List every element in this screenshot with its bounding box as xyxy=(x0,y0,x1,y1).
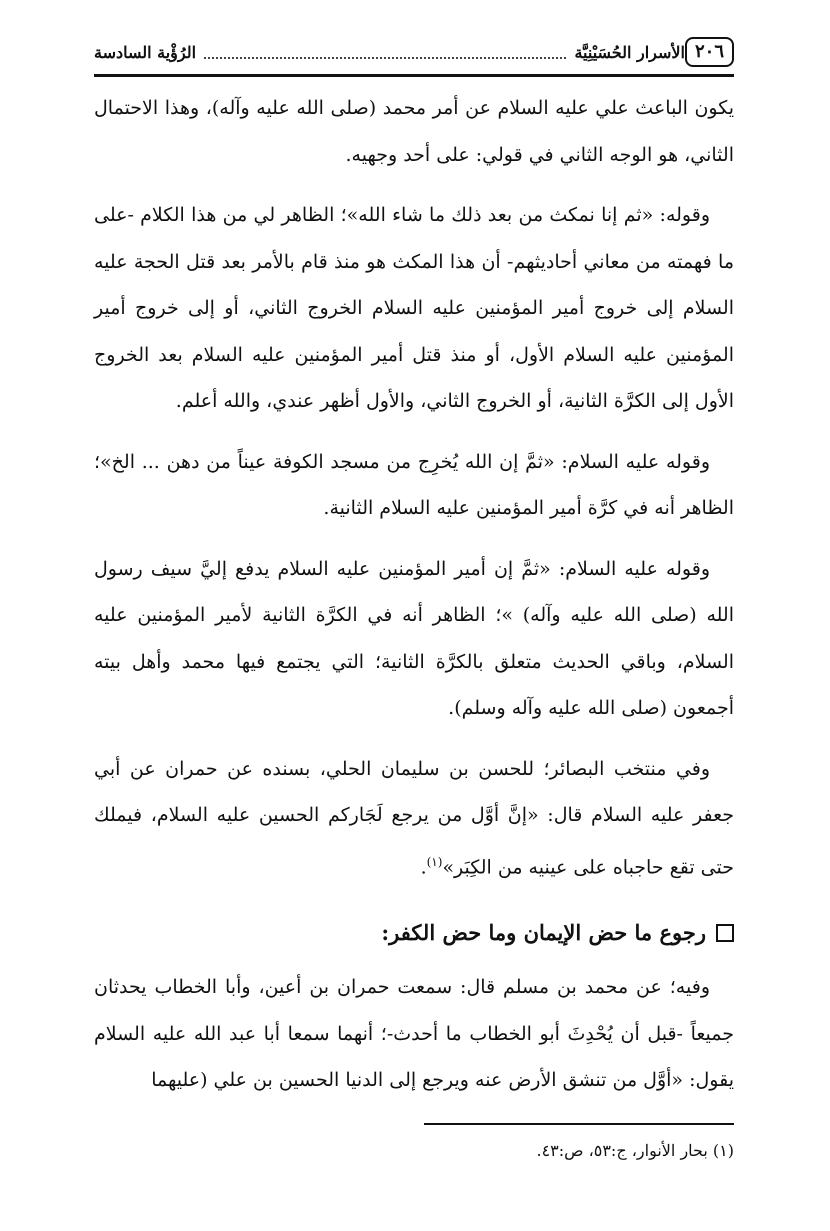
paragraph: وفيه؛ عن محمد بن مسلم قال: سمعت حمران بن أعين، وأبا الخطاب يحدثان جميعاً -قبل أن يُحْدِثَ أبو الخطاب ما أحدث-؛ أنهما سمعا أبا عبد الله عليه السلام يقول: «أوَّل من تنشق الأرض عنه ويرجع إلى الدنيا الحسين بن علي (عليهما xyxy=(94,976,734,1092)
square-bullet-icon xyxy=(716,924,734,942)
footnote: (١) بحار الأنوار، ج:٥٣، ص:٤٣. xyxy=(536,1141,734,1160)
paragraph: وفي منتخب البصائر؛ للحسن بن سليمان الحلي، بسنده عن حمران عن أبي جعفر عليه السلام قال: «إنَّ أوَّل من يرجع لَجَاركم الحسين عليه السلام، فيملك حتى تقع حاجباه على عينيه من الكِبَر»$^{(١)}$. xyxy=(94,757,734,878)
paragraph: وقوله: «ثم إنا نمكث من بعد ذلك ما شاء الله»؛ الظاهر لي من هذا الكلام -على ما فهمته من معاني أحاديثهم- أن هذا المكث هو منذ قام بالأمر بعد قتل الحجة عليه السلام إلى خروج أمير المؤمنين عليه السلام الخروج الثاني، أو إلى خروج أمير المؤمنين عليه السلام الأول، أو منذ قتل أمير المؤمنين عليه السلام بعد الخروج الأول إلى الكرَّة الثانية، أو الخروج الثاني، والأول أظهر عندي، والله أعلم. xyxy=(94,204,734,412)
book-title: الأسرار الحُسَيْنِيَّة xyxy=(574,42,685,62)
paragraph-text: وفي منتخب البصائر؛ للحسن بن سليمان الحلي، بسنده عن حمران عن أبي جعفر عليه السلام قال: «إنَّ أوَّل من يرجع لَجَاركم الحسين عليه السلام، فيملك حتى تقع حاجباه على عينيه من الكِبَر» xyxy=(94,757,734,878)
paragraph: وقوله عليه السلام: «ثمَّ إن أمير المؤمنين عليه السلام يدفع إليَّ سيف رسول الله (صلى الله عليه وآله) »؛ الظاهر أنه في الكرَّة الثانية لأمير المؤمنين عليه السلام، وباقي الحديث متعلق بالكرَّة الثانية؛ التي يجتمع فيها محمد وأهل بيته أجمعون (صلى الله عليه وآله وسلم). xyxy=(94,557,734,719)
page-number: ٢٠٦ xyxy=(685,37,734,67)
page-body xyxy=(94,85,734,1104)
page-header xyxy=(94,30,734,77)
header-dots xyxy=(204,57,566,59)
section-heading xyxy=(94,910,734,956)
paragraph: يكون الباعث علي عليه السلام عن أمر محمد (صلى الله عليه وآله)، وهذا الاحتمال الثاني، هو الوجه الثاني في قولي: على أحد وجهيه. xyxy=(94,97,734,166)
section-title: الرُؤْية السادسة xyxy=(94,42,197,62)
footnote-divider xyxy=(424,1123,734,1125)
footnote-ref: (١) xyxy=(426,854,443,869)
document-page xyxy=(94,30,734,1231)
heading-text: رجوع ما حض الإيمان وما حض الكفر: xyxy=(381,920,706,946)
paragraph: وقوله عليه السلام: «ثمَّ إن الله يُخرِج من مسجد الكوفة عيناً من دهن ... الخ»؛ الظاهر أنه في كرَّة أمير المؤمنين عليه السلام الثانية. xyxy=(94,450,734,519)
